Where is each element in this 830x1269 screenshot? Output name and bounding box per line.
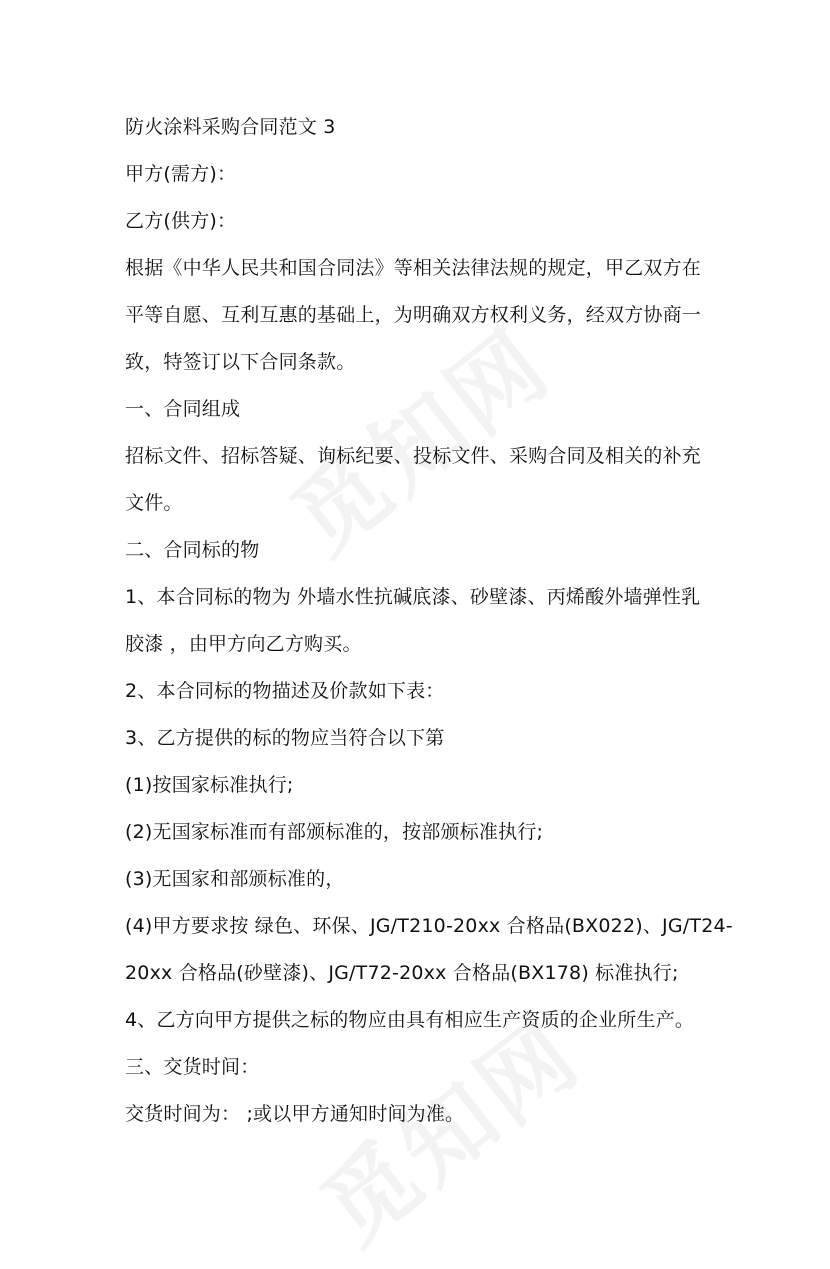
clause-line: 2、本合同标的物描述及价款如下表： <box>125 680 445 702</box>
paragraph-line: 交货时间为： ;或以甲方通知时间为准。 <box>125 1103 465 1125</box>
clause-line: 胶漆 ，由甲方向乙方购买。 <box>125 633 362 655</box>
paragraph-line: 招标文件、招标答疑、询标纪要、投标文件、采购合同及相关的补充 <box>125 445 702 467</box>
party-a-line: 甲方(需方)： <box>125 163 237 185</box>
clause-line: 3、乙方提供的标的物应当符合以下第 <box>125 727 445 749</box>
paragraph-line: 平等自愿、互利互惠的基础上，为明确双方权利义务，经双方协商一 <box>125 304 702 326</box>
clause-item: 20xx 合格品(砂壁漆)、JG/T72-20xx 合格品(BX178) 标准执行; <box>125 962 679 984</box>
paragraph-line: 致，特签订以下合同条款。 <box>125 351 356 373</box>
document-body <box>125 104 733 1138</box>
clause-item: (4)甲方要求按 绿色、环保、JG/T210-20xx 合格品(BX022)、JG/T24- <box>125 915 733 937</box>
document-title: 防火涂料采购合同范文 3 <box>125 116 336 138</box>
section-heading: 二、合同标的物 <box>125 539 260 561</box>
clause-item: (3)无国家和部颁标准的， <box>125 868 345 890</box>
clause-line: 1、本合同标的物为 外墙水性抗碱底漆、砂壁漆、丙烯酸外墙弹性乳 <box>125 586 701 608</box>
clause-item: (1)按国家标准执行; <box>125 774 294 796</box>
section-heading: 一、合同组成 <box>125 398 241 420</box>
paragraph-line: 文件。 <box>125 492 183 514</box>
clause-line: 4、乙方向甲方提供之标的物应由具有相应生产资质的企业所生产。 <box>125 1009 695 1031</box>
clause-item: (2)无国家标准而有部颁标准的，按部颁标准执行; <box>125 821 544 843</box>
party-b-line: 乙方(供方)： <box>125 210 237 232</box>
paragraph-line: 根据《中华人民共和国合同法》等相关法律法规的规定，甲乙双方在 <box>125 257 702 279</box>
section-heading: 三、交货时间： <box>125 1056 260 1078</box>
